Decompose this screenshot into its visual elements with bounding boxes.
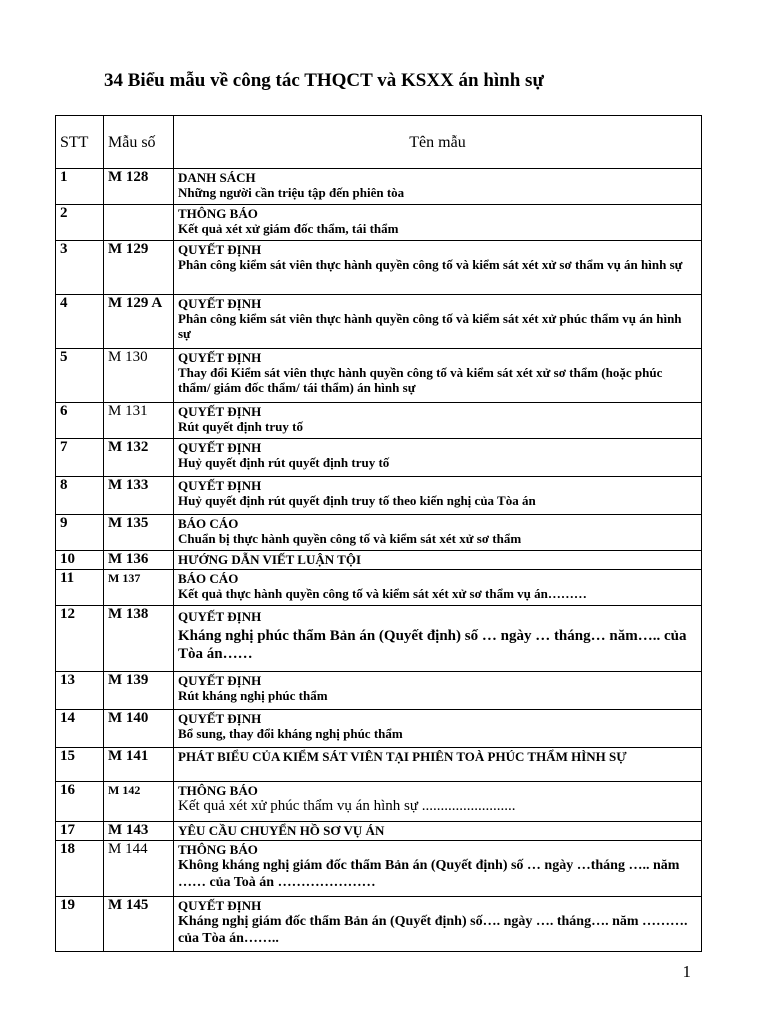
row-name (174, 606, 702, 672)
header-code: Mẫu số (104, 116, 174, 169)
row-stt: 2 (56, 205, 104, 241)
row-title: QUYẾT ĐỊNH (178, 673, 262, 688)
row-stt: 12 (56, 606, 104, 672)
row-code: M 131 (104, 403, 174, 439)
row-stt: 17 (56, 822, 104, 841)
row-stt: 19 (56, 897, 104, 952)
row-name (174, 748, 702, 782)
row-name (174, 403, 702, 439)
table-row (56, 477, 702, 515)
row-title: BÁO CÁO (178, 516, 239, 531)
table-row (56, 672, 702, 710)
row-desc: Kết quả thực hành quyền công tố và kiểm sát xét xử sơ thẩm vụ án……… (178, 586, 587, 601)
row-stt: 18 (56, 841, 104, 897)
row-code: M 129 A (104, 295, 174, 349)
row-title: QUYẾT ĐỊNH (178, 350, 262, 365)
table-row (56, 710, 702, 748)
table-row (56, 515, 702, 551)
row-desc: Bổ sung, thay đổi kháng nghị phúc thẩm (178, 726, 403, 741)
row-title: QUYẾT ĐỊNH (178, 404, 262, 419)
table-row (56, 748, 702, 782)
row-desc: Kháng nghị phúc thẩm Bản án (Quyết định) số … ngày … tháng… năm….. của Tòa án…… (178, 628, 687, 662)
row-stt: 11 (56, 570, 104, 606)
row-title: QUYẾT ĐỊNH (178, 711, 262, 726)
row-stt: 15 (56, 748, 104, 782)
row-stt: 5 (56, 349, 104, 403)
row-title: THÔNG BÁO (178, 783, 258, 798)
table-row (56, 841, 702, 897)
row-title: THÔNG BÁO (178, 206, 258, 221)
row-name (174, 349, 702, 403)
row-name (174, 205, 702, 241)
row-code: M 135 (104, 515, 174, 551)
row-desc: Kháng nghị giám đốc thẩm Bản án (Quyết định) số…. ngày …. tháng…. năm ………. của Tòa án…….. (178, 914, 688, 946)
row-code: M 144 (104, 841, 174, 897)
row-stt: 3 (56, 241, 104, 295)
row-title: QUYẾT ĐỊNH (178, 609, 262, 624)
row-title: PHÁT BIỂU CỦA KIỂM SÁT VIÊN TẠI PHIÊN TOÀ PHÚC THẨM HÌNH SỰ (178, 749, 627, 764)
row-desc: Không kháng nghị giám đốc thẩm Bản án (Quyết định) số … ngày …tháng ….. năm …… của Toà án ………………… (178, 858, 680, 890)
row-desc: Những người cần triệu tập đến phiên tòa (178, 185, 405, 200)
row-stt: 13 (56, 672, 104, 710)
row-desc: Phân công kiểm sát viên thực hành quyền công tố và kiểm sát xét xử phúc thẩm vụ án hình sự (178, 311, 682, 341)
row-title: QUYẾT ĐỊNH (178, 242, 262, 257)
row-stt: 6 (56, 403, 104, 439)
row-title: DANH SÁCH (178, 170, 256, 185)
table-row (56, 782, 702, 822)
table-row (56, 606, 702, 672)
table-row (56, 295, 702, 349)
row-name (174, 897, 702, 952)
row-title: YÊU CẦU CHUYỂN HỒ SƠ VỤ ÁN (178, 823, 385, 838)
row-name (174, 551, 702, 570)
table-row (56, 551, 702, 570)
row-stt: 1 (56, 169, 104, 205)
table-row (56, 403, 702, 439)
row-name (174, 515, 702, 551)
row-code: M 143 (104, 822, 174, 841)
header-name: Tên mẫu (174, 116, 702, 169)
document-title: 34 Biểu mẫu về công tác THQCT và KSXX án hình sự (104, 70, 544, 91)
row-code: M 142 (104, 782, 174, 822)
row-stt: 8 (56, 477, 104, 515)
row-stt: 14 (56, 710, 104, 748)
row-desc: Kết quả xét xử phúc thẩm vụ án hình sự ......................... (178, 798, 516, 814)
row-name (174, 570, 702, 606)
row-stt: 7 (56, 439, 104, 477)
row-stt: 4 (56, 295, 104, 349)
row-code: M 132 (104, 439, 174, 477)
row-code: M 138 (104, 606, 174, 672)
row-code: M 141 (104, 748, 174, 782)
table-row (56, 439, 702, 477)
row-code: M 129 (104, 241, 174, 295)
table-row (56, 205, 702, 241)
row-code: M 145 (104, 897, 174, 952)
table-header-row (56, 116, 702, 169)
row-name (174, 169, 702, 205)
row-code: M 133 (104, 477, 174, 515)
row-name (174, 439, 702, 477)
row-desc: Rút kháng nghị phúc thẩm (178, 688, 328, 703)
row-stt: 16 (56, 782, 104, 822)
row-name (174, 841, 702, 897)
row-code (104, 205, 174, 241)
row-title: QUYẾT ĐỊNH (178, 440, 262, 455)
row-desc: Thay đổi Kiểm sát viên thực hành quyền công tố và kiểm sát xét xử sơ thẩm (hoặc phúc thẩm/ giám đốc thẩm/ tái thẩm) án hình sự (178, 365, 663, 395)
forms-table (55, 115, 702, 952)
table-row (56, 822, 702, 841)
row-desc: Huỷ quyết định rút quyết định truy tố (178, 455, 390, 470)
row-title: QUYẾT ĐỊNH (178, 898, 262, 913)
header-stt: STT (56, 116, 104, 169)
row-code: M 140 (104, 710, 174, 748)
row-desc: Phân công kiểm sát viên thực hành quyền công tố và kiểm sát xét xử sơ thẩm vụ án hình sự (178, 257, 683, 272)
row-name (174, 295, 702, 349)
row-desc: Rút quyết định truy tố (178, 419, 303, 434)
row-name (174, 710, 702, 748)
row-stt: 10 (56, 551, 104, 570)
row-name (174, 477, 702, 515)
row-code: M 130 (104, 349, 174, 403)
table-row (56, 570, 702, 606)
row-name (174, 241, 702, 295)
row-title: QUYẾT ĐỊNH (178, 296, 262, 311)
row-code: M 136 (104, 551, 174, 570)
row-code: M 139 (104, 672, 174, 710)
table-row (56, 897, 702, 952)
row-title: THÔNG BÁO (178, 842, 258, 857)
row-stt: 9 (56, 515, 104, 551)
page-number: 1 (682, 962, 691, 981)
row-title: BÁO CÁO (178, 571, 239, 586)
row-name (174, 822, 702, 841)
row-desc: Huỷ quyết định rút quyết định truy tố theo kiến nghị của Tòa án (178, 493, 536, 508)
row-code: M 128 (104, 169, 174, 205)
row-desc: Chuẩn bị thực hành quyền công tố và kiểm sát xét xử sơ thẩm (178, 531, 522, 546)
row-title: HƯỚNG DẪN VIẾT LUẬN TỘI (178, 552, 361, 567)
row-name (174, 782, 702, 822)
table-row (56, 169, 702, 205)
table-row (56, 241, 702, 295)
row-desc: Kết quả xét xử giám đốc thẩm, tái thẩm (178, 221, 399, 236)
table-row (56, 349, 702, 403)
row-name (174, 672, 702, 710)
row-title: QUYẾT ĐỊNH (178, 478, 262, 493)
row-code: M 137 (104, 570, 174, 606)
